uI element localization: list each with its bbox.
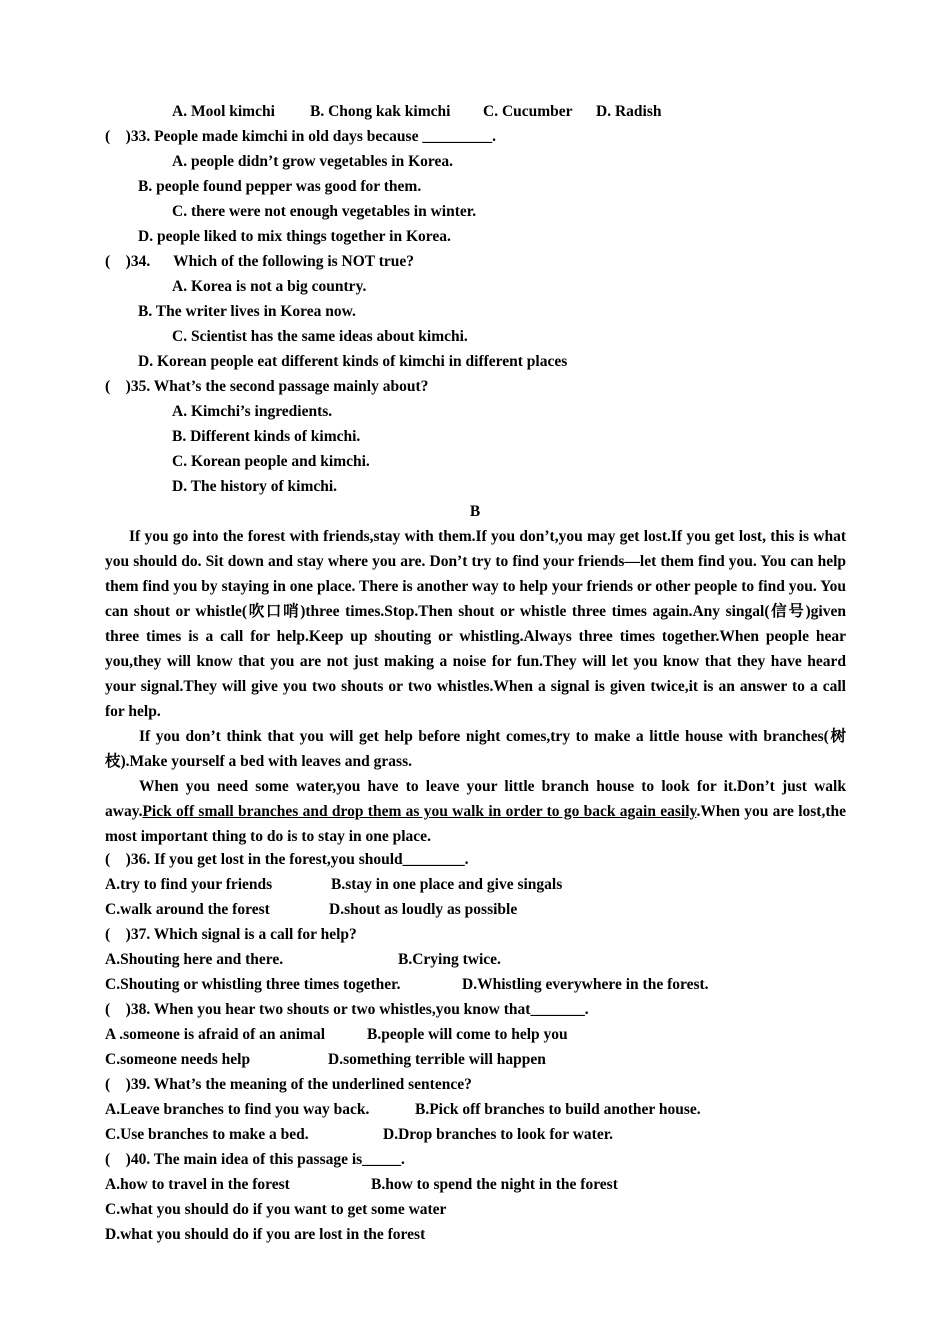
q37-stem: ( )37. Which signal is a call for help? [105, 926, 357, 943]
underlined-sentence: Pick off small branches and drop them as you walk in order to go back again easily [142, 803, 697, 820]
q33-option-c: C. there were not enough vegetables in winter. [172, 203, 477, 220]
passage-paragraph-3 [105, 774, 846, 849]
q38-option-a: A .someone is afraid of an animal [105, 1026, 326, 1043]
q32-option-a: A. Mool kimchi [172, 103, 275, 120]
q32-option-d: D. Radish [596, 103, 662, 120]
q34-option-a: A. Korea is not a big country. [172, 278, 367, 295]
q33-option-b: B. people found pepper was good for them. [138, 178, 422, 195]
q33-option-a: A. people didn’t grow vegetables in Korea. [172, 153, 454, 170]
q37-option-d: D.Whistling everywhere in the forest. [462, 976, 709, 993]
q37-option-b: B.Crying twice. [398, 951, 501, 968]
passage-paragraph-1: If you go into the forest with friends,stay with them.If you don’t,you may get lost.If you get lost, this is what you should do. Sit down and stay where you are. Don’t try to find your friends—let them find you. You can help them find you by staying in one place. There is another way to help your friends or other people to find you. You can shout or whistle(吹口哨)three times.Stop.Then shout or whistle three times again.Any singal(信号)given three times is a call for help.Keep up shouting or whistling.Always three times together.When people hear you,they will know that you are not just making a noise for fun.They will let you know that they have heard your signal.They will give you two shouts or two whistles.When a signal is given twice,it is an answer to a call for help. [105, 528, 846, 720]
q32-option-c: C. Cucumber [483, 103, 573, 120]
passage-paragraph-2: If you don’t think that you will get help before night comes,try to make a little house with branches(树枝).Make yourself a bed with leaves and grass. [105, 728, 846, 770]
q40-option-c: C.what you should do if you want to get some water [105, 1201, 447, 1218]
q37-option-a: A.Shouting here and there. [105, 951, 284, 968]
q40-option-a: A.how to travel in the forest [105, 1176, 290, 1193]
q40-option-b: B.how to spend the night in the forest [371, 1176, 618, 1193]
q39-option-a: A.Leave branches to find you way back. [105, 1101, 370, 1118]
q40-option-d: D.what you should do if you are lost in the forest [105, 1226, 426, 1243]
section-b-heading: B [469, 503, 481, 520]
q34-option-c: C. Scientist has the same ideas about kimchi. [172, 328, 468, 345]
q36-stem: ( )36. If you get lost in the forest,you should________. [105, 851, 469, 868]
q33-stem: ( )33. People made kimchi in old days because _________. [105, 128, 496, 145]
q40-stem: ( )40. The main idea of this passage is_____. [105, 1151, 405, 1168]
q36-option-d: D.shout as loudly as possible [329, 901, 518, 918]
q35-option-c: C. Korean people and kimchi. [172, 453, 370, 470]
q35-option-d: D. The history of kimchi. [172, 478, 338, 495]
q38-option-c: C.someone needs help [105, 1051, 251, 1068]
q35-stem: ( )35. What’s the second passage mainly about? [105, 378, 429, 395]
paragraph-3-start: When you need some water,you have to leave your little branch house to look for it.Don’t just walk away. [105, 778, 846, 820]
q36-option-a: A.try to find your friends [105, 876, 273, 893]
q38-option-d: D.something terrible will happen [328, 1051, 546, 1068]
q39-stem: ( )39. What’s the meaning of the underlined sentence? [105, 1076, 472, 1093]
q36-option-b: B.stay in one place and give singals [331, 876, 563, 893]
q32-option-b: B. Chong kak kimchi [310, 103, 451, 120]
q33-option-d: D. people liked to mix things together in Korea. [138, 228, 451, 245]
q35-option-a: A. Kimchi’s ingredients. [172, 403, 333, 420]
q36-option-c: C.walk around the forest [105, 901, 270, 918]
q38-option-b: B.people will come to help you [367, 1026, 568, 1043]
q39-option-b: B.Pick off branches to build another house. [415, 1101, 701, 1118]
q35-option-b: B. Different kinds of kimchi. [172, 428, 361, 445]
q38-stem: ( )38. When you hear two shouts or two whistles,you know that_______. [105, 1001, 589, 1018]
reading-passage [105, 524, 846, 849]
q34-stem: ( )34. Which of the following is NOT true? [105, 253, 415, 270]
q34-option-b: B. The writer lives in Korea now. [138, 303, 356, 320]
paragraph-3-end: .When you are lost,the most important thing to do is to stay in one place. [105, 803, 846, 845]
q34-option-d: D. Korean people eat different kinds of kimchi in different places [138, 353, 568, 370]
q39-option-d: D.Drop branches to look for water. [383, 1126, 614, 1143]
q37-option-c: C.Shouting or whistling three times together. [105, 976, 401, 993]
q39-option-c: C.Use branches to make a bed. [105, 1126, 309, 1143]
